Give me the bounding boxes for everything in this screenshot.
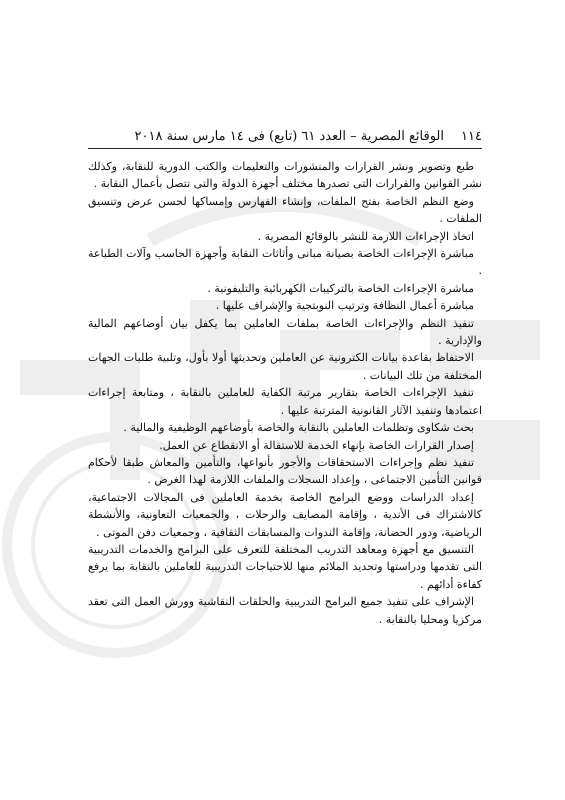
paragraph: تنفيذ نظم وإجراءات الاستحقاقات والأجور بأنواعها، والتأمين والمعاش طبقا لأحكام قوانين التأمين الاجتماعى ، وإعداد السجلات والملفات اللازمة لهذا الغرض . <box>88 455 482 487</box>
gazette-title: الوقائع المصرية – العدد ٦١ (تابع) فى ١٤ مارس سنة ٢٠١٨ <box>134 129 444 144</box>
paragraph: اتخاذ الإجراءات اللازمة للنشر بالوقائع المصرية . <box>257 229 474 243</box>
document-body <box>88 158 482 628</box>
paragraph: إصدار القرارات الخاصة بإنهاء الخدمة للاستقالة أو الانقطاع عن العمل. <box>159 438 474 452</box>
paragraph: بحث شكاوى وتظلمات العاملين بالنقابة والخاصة بأوضاعهم الوظيفية والمالية . <box>123 421 474 435</box>
paragraph: التنسيق مع أجهزة ومعاهد التدريب المختلفة للتعرف على البرامج والخدمات التدريبية التى تقدمها ودراستها وتحديد الملائم منها للاحتياجات التدريبية للعاملين بالنقابة بما يرفع كفاءة أدائهم . <box>88 542 482 591</box>
paragraph: تنفيذ النظم والإجراءات الخاصة بملفات العاملين بما يكفل بيان أوضاعهم المالية والإدارية . <box>88 316 482 348</box>
paragraph: مباشرة أعمال النظافة وترتيب النوبتجية والإشراف عليها . <box>215 299 474 313</box>
paragraph: الإشراف على تنفيذ جميع البرامج التدريبية والحلقات النقاشية وورش العمل التى تعقد مركزيا ومحليا بالنقابة . <box>88 595 482 626</box>
paragraph: إعداد الدراسات ووضع البرامج الخاصة بخدمة العاملين فى المجالات الاجتماعية، كالاشتراك فى الأندية ، وإقامة المصايف والرحلات ، والجمعيات التعاونية، والأنشطة الرياضية، ودور الحضانة، وإقامة الندوات والمسابقات الثقافية ، وجمعيات دفن الموتى . <box>88 490 482 539</box>
paragraph: طبع وتصوير ونشر القرارات والمنشورات والتعليمات والكتب الدورية للنقابة، وكذلك نشر القوانين والقرارات التى تصدرها مختلف أجهزة الدولة والتى تتصل بأعمال النقابة . <box>88 160 482 191</box>
header-divider <box>88 148 482 149</box>
page-number: ١١٤ <box>461 129 482 144</box>
paragraph: مباشرة الإجراءات الخاصة بصيانة مبانى وأثاثات النقابة وأجهزة الحاسب وآلات الطباعة . <box>88 247 482 278</box>
paragraph: وضع النظم الخاصة بفتح الملفات، وإنشاء الفهارس وإمساكها لحسن عرض وتنسيق الملفات . <box>88 194 482 226</box>
paragraph: الاحتفاظ بقاعدة بيانات الكترونية عن العاملين وتحديثها أولا بأول، وتلبية طلبات الجهات المختلفة من تلك البيانات . <box>88 351 482 382</box>
paragraph: تنفيذ الإجراءات الخاصة بتقارير مرتبة الكفاية للعاملين بالنقابة ، ومتابعة إجراءات اعتمادها وتنفيذ الآثار القانونية المترتبة عليها . <box>88 386 482 417</box>
paragraph: مباشرة الإجراءات الخاصة بالتركيبات الكهربائية والتليفونية . <box>207 281 474 295</box>
